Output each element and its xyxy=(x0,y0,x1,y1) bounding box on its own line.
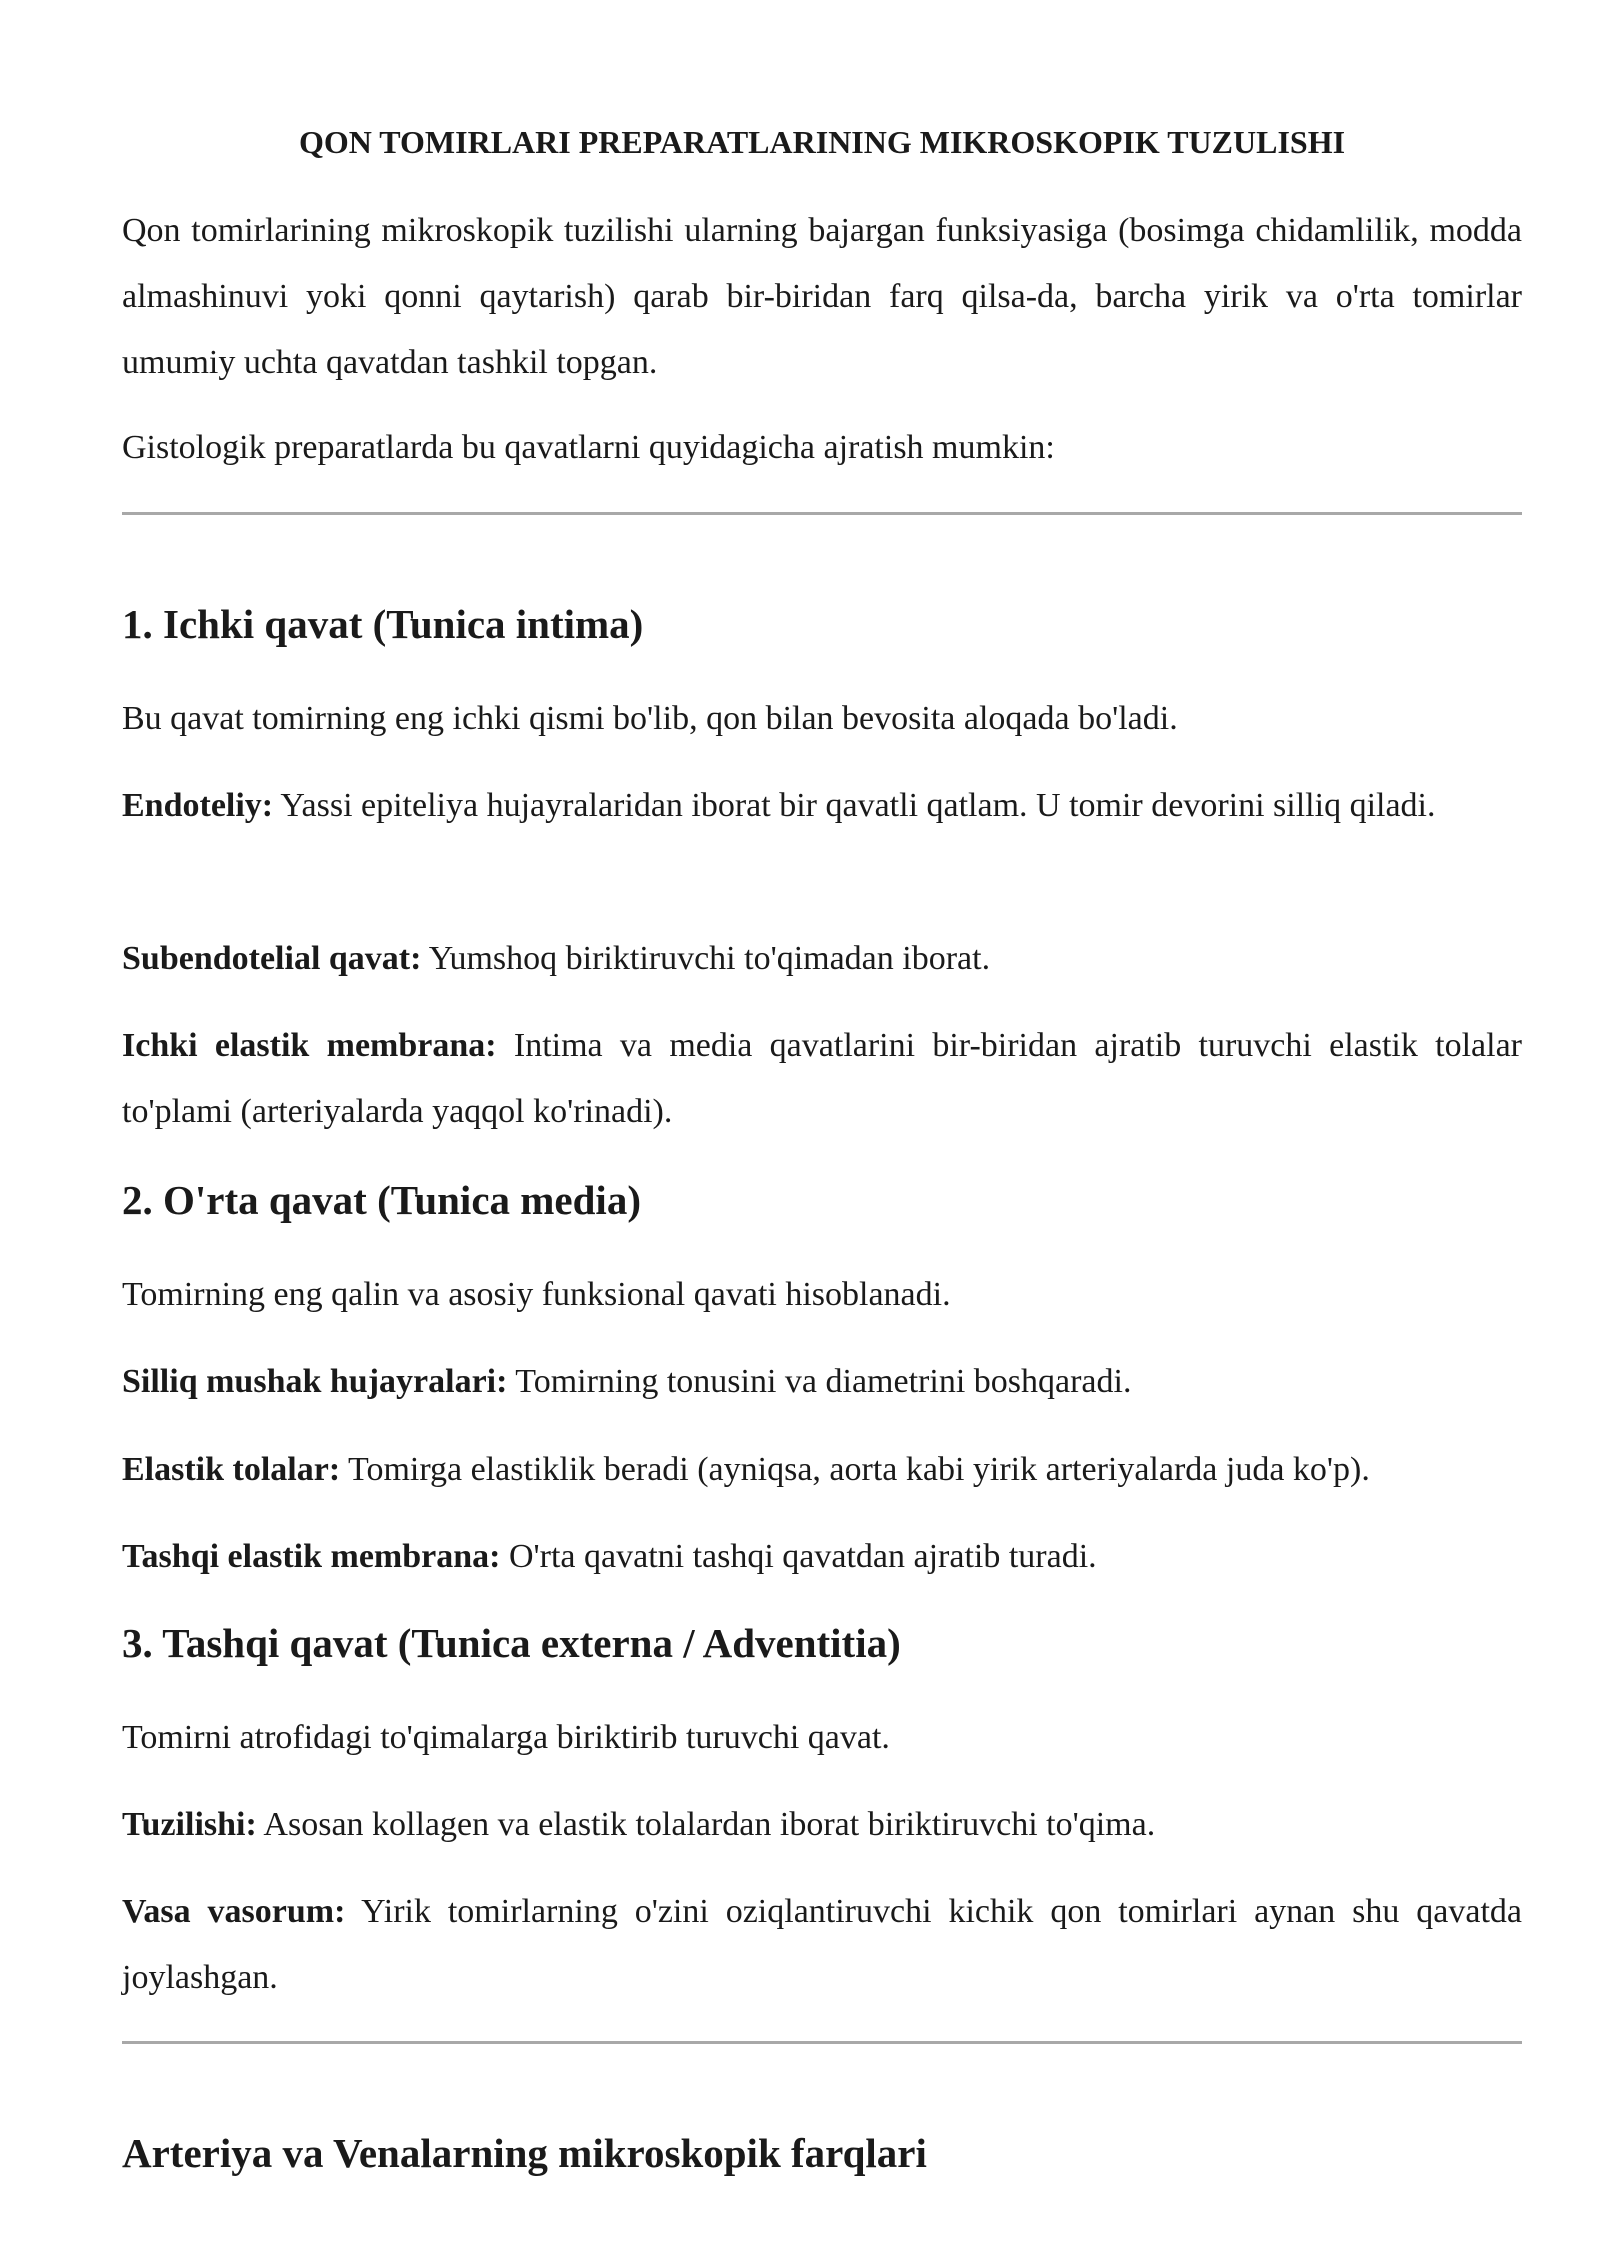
item-text: O'rta qavatni tashqi qavatdan ajratib turadi. xyxy=(500,1538,1097,1575)
section-heading-differences: Arteriya va Venalarning mikroskopik farqlari xyxy=(122,2130,927,2176)
list-item xyxy=(122,1349,1522,1415)
intro-paragraph: Qon tomirlarining mikroskopik tuzilishi ularning bajargan funksiyasiga (bosimga chidamlilik, modda almashinuvi yoki qonni qaytarish) qarab bir-biridan farq qilsa-da, barcha yirik va o'rta tomirlar umumiy uchta qavatdan tashkil topgan. xyxy=(122,212,1522,381)
list-item xyxy=(122,926,1522,992)
section-heading-media: 2. O'rta qavat (Tunica media) xyxy=(122,1177,641,1223)
list-item xyxy=(122,1792,1522,1858)
item-term: Tashqi elastik membrana: xyxy=(122,1538,501,1575)
section-heading-intima: 1. Ichki qavat (Tunica intima) xyxy=(122,601,644,647)
item-term: Ichki elastik membrana: xyxy=(122,1027,497,1064)
section-lead: Tomirning eng qalin va asosiy funksional qavati hisoblanadi. xyxy=(122,1276,951,1313)
item-text: Asosan kollagen va elastik tolalardan iborat biriktiruvchi to'qima. xyxy=(256,1806,1156,1843)
section-divider xyxy=(122,512,1522,515)
item-term: Tuzilishi: xyxy=(122,1806,257,1843)
item-term: Elastik tolalar: xyxy=(122,1451,341,1488)
item-term: Subendotelial qavat: xyxy=(122,940,422,977)
section-divider xyxy=(122,2041,1522,2044)
list-item xyxy=(122,1437,1522,1503)
item-text: Yumshoq biriktiruvchi to'qimadan iborat. xyxy=(421,940,991,977)
list-item xyxy=(122,1013,1522,1145)
item-term: Endoteliy: xyxy=(122,787,274,824)
section-heading-externa: 3. Tashqi qavat (Tunica externa / Adventitia) xyxy=(122,1620,901,1666)
item-text: Intima va media qavatlarini bir-biridan ajratib turuvchi elastik tolalar to'plami (arteriyalarda yaqqol ko'rinadi). xyxy=(122,1027,1522,1130)
item-term: Vasa vasorum: xyxy=(122,1893,346,1930)
item-term: Silliq mushak hujayralari: xyxy=(122,1363,508,1400)
intro-paragraph-lead: Gistologik preparatlarda bu qavatlarni quyidagicha ajratish mumkin: xyxy=(122,429,1055,466)
item-text: Tomirning tonusini va diametrini boshqaradi. xyxy=(507,1363,1132,1400)
item-text: Yassi epiteliya hujayralaridan iborat bir qavatli qatlam. U tomir devorini silliq qiladi. xyxy=(273,787,1436,824)
list-item xyxy=(122,1879,1522,2011)
section-lead: Bu qavat tomirning eng ichki qismi bo'lib, qon bilan bevosita aloqada bo'ladi. xyxy=(122,700,1178,737)
list-item xyxy=(122,1524,1522,1590)
item-text: Yirik tomirlarning o'zini oziqlantiruvchi kichik qon tomirlari aynan shu qavatda joylashgan. xyxy=(122,1893,1522,1996)
list-item xyxy=(122,773,1522,839)
document-title: QON TOMIRLARI PREPARATLARINING MIKROSKOPIK TUZULISHI xyxy=(298,124,1346,160)
section-lead: Tomirni atrofidagi to'qimalarga biriktirib turuvchi qavat. xyxy=(122,1719,890,1756)
item-text: Tomirga elastiklik beradi (ayniqsa, aorta kabi yirik arteriyalarda juda ko'p). xyxy=(340,1451,1370,1488)
